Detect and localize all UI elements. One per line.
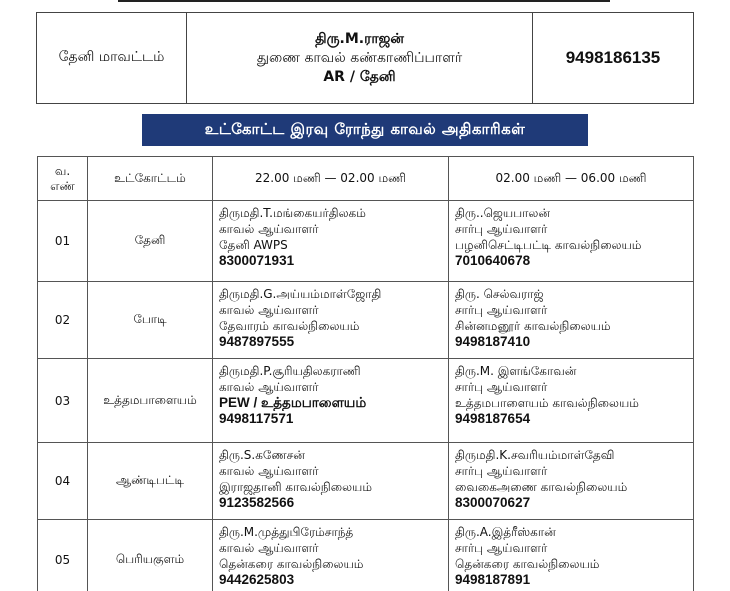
header-sno-label: வ. எண் (50, 163, 75, 193)
officer-name: திரு. செல்வராஜ் (455, 287, 544, 301)
row-sno: 01 (38, 201, 88, 282)
officer-phone: 9498187410 (455, 334, 531, 349)
officer-station: தேவாரம் காவல்நிலையம் (219, 319, 360, 333)
table-row (38, 282, 694, 359)
officer-station: தென்கரை காவல்நிலையம் (219, 557, 364, 571)
officer-name: திருமதி.K.சவரியம்மாள்தேவி (455, 448, 615, 462)
officer-station: இராஜதானி காவல்நிலையம் (219, 480, 372, 494)
officer-phone: 9498186135 (565, 48, 661, 67)
officer-phone: 9487897555 (219, 334, 295, 349)
officer-phone: 9442625803 (219, 572, 295, 587)
officer-name: திரு..ஜெயபாலன் (455, 206, 551, 220)
header-subdivision: உட்கோட்டம் (88, 157, 213, 201)
officer-station: சின்னமனூர் காவல்நிலையம் (455, 319, 611, 333)
officer-phone: 9498187891 (455, 572, 531, 587)
officer-phone: 9498117571 (219, 411, 294, 426)
shift-b-officer (449, 443, 694, 520)
row-sno: 02 (38, 282, 88, 359)
district-name: தேனி மாவட்டம் (37, 13, 187, 103)
officer-name: திரு.M.முத்துபிரேம்சாந்த் (219, 525, 354, 539)
officer-unit: AR / தேனி (323, 68, 396, 85)
officer-phone: 9123582566 (219, 495, 295, 510)
header-shift-b: 02.00 மணி — 06.00 மணி (449, 157, 694, 201)
officer-station: வைகைஅணை காவல்நிலையம் (455, 480, 628, 494)
officer-name: திரு.M. இளங்கோவன் (455, 364, 577, 378)
shift-a-officer (213, 201, 449, 282)
header-shift-a: 22.00 மணி — 02.00 மணி (213, 157, 449, 201)
shift-b-officer (449, 201, 694, 282)
row-sno: 03 (38, 359, 88, 443)
row-subdivision: தேனி (88, 201, 213, 282)
officer-station: தென்கரை காவல்நிலையம் (455, 557, 600, 571)
officer-name: திரு.A.இத்ரீஸ்கான் (455, 525, 556, 539)
officer-role: சார்பு ஆய்வாளர் (455, 303, 548, 317)
shift-a-officer (213, 282, 449, 359)
table-row (38, 520, 694, 591)
shift-a-officer (213, 443, 449, 520)
officer-role: காவல் ஆய்வாளர் (219, 303, 319, 317)
row-sno: 05 (38, 520, 88, 591)
officer-role: காவல் ஆய்வாளர் (219, 464, 319, 478)
officer-role: காவல் ஆய்வாளர் (219, 541, 319, 555)
officer-role: காவல் ஆய்வாளர் (219, 222, 319, 236)
officer-block (187, 13, 533, 103)
officer-role: சார்பு ஆய்வாளர் (455, 380, 548, 394)
row-subdivision: பெரியகுளம் (88, 520, 213, 591)
officer-phone: 7010640678 (455, 253, 531, 268)
officer-name: திரு.S.கணேசன் (219, 448, 305, 462)
officer-station: பழனிசெட்டிபட்டி காவல்நிலையம் (455, 238, 642, 252)
header-table (36, 12, 694, 104)
officer-role: சார்பு ஆய்வாளர் (455, 222, 548, 236)
officer-role: துணை காவல் கண்காணிப்பாளர் (256, 49, 463, 66)
shift-a-officer (213, 359, 449, 443)
shift-a-officer (213, 520, 449, 591)
officer-role: சார்பு ஆய்வாளர் (455, 464, 548, 478)
officer-phone: 8300070627 (455, 495, 531, 510)
row-subdivision: போடி (88, 282, 213, 359)
officer-name: திருமதி.T.மங்கையர்திலகம் (219, 206, 366, 220)
table-header-row (38, 157, 694, 201)
officer-name: திரு.M.ராஜன் (315, 30, 404, 47)
shift-b-officer (449, 520, 694, 591)
patrol-table (37, 156, 694, 591)
officer-phone: 8300071931 (219, 253, 295, 268)
header-sno (38, 157, 88, 201)
shift-b-officer (449, 359, 694, 443)
officer-station: PEW / உத்தமபாளையம் (219, 395, 367, 410)
table-row (38, 359, 694, 443)
top-rule (118, 0, 610, 2)
table-row (38, 201, 694, 282)
officer-name: திருமதி.P.சூரியதிலகராணி (219, 364, 361, 378)
officer-role: சார்பு ஆய்வாளர் (455, 541, 548, 555)
row-subdivision: உத்தமபாளையம் (88, 359, 213, 443)
row-sno: 04 (38, 443, 88, 520)
officer-name: திருமதி.G.அய்யம்மாள்ஜோதி (219, 287, 382, 301)
officer-phone: 9498187654 (455, 411, 531, 426)
table-row (38, 443, 694, 520)
row-subdivision: ஆண்டிபட்டி (88, 443, 213, 520)
officer-station: உத்தமபாளையம் காவல்நிலையம் (455, 396, 639, 410)
shift-b-officer (449, 282, 694, 359)
section-banner: உட்கோட்ட இரவு ரோந்து காவல் அதிகாரிகள் (142, 114, 588, 146)
officer-role: காவல் ஆய்வாளர் (219, 380, 319, 394)
officer-station: தேனி AWPS (219, 238, 288, 252)
